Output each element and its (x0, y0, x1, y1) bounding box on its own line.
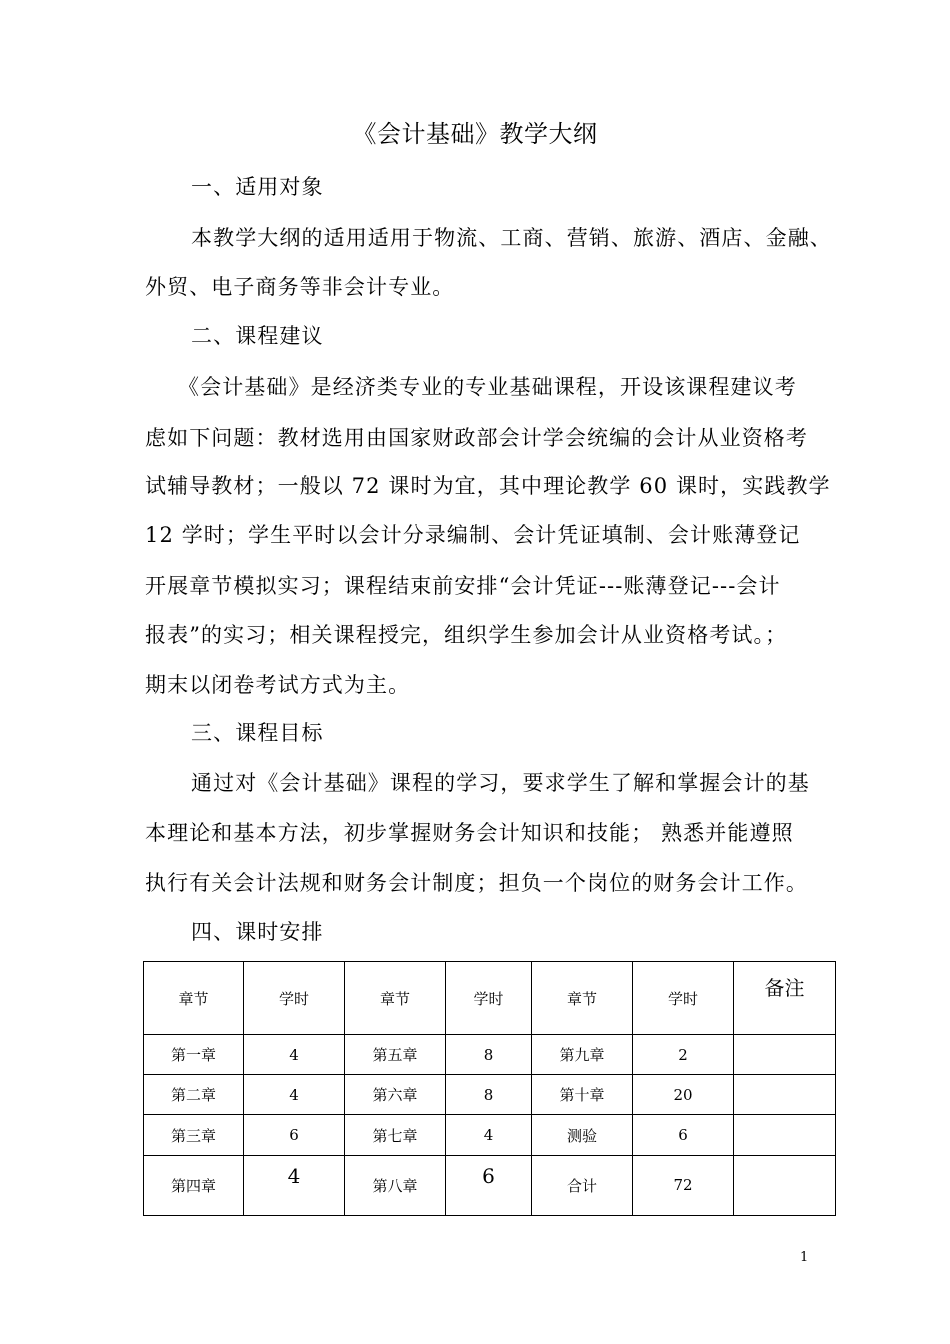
page-number: 1 (800, 1250, 809, 1265)
table-row (144, 1035, 836, 1075)
paragraph-line: 本教学大纲的适用适用于物流、工商、营销、旅游、酒店、金融、 (191, 226, 832, 250)
table-cell: 4 (244, 1155, 345, 1215)
table-cell (734, 1075, 836, 1115)
table-row (144, 1155, 836, 1215)
table-cell (734, 1115, 836, 1155)
table-cell: 第七章 (345, 1115, 446, 1155)
table-cell: 4 (244, 1075, 345, 1115)
table-cell: 8 (446, 1075, 532, 1115)
paragraph-line: 试辅导教材；一般以 72 课时为宜，其中理论教学 60 课时，实践教学 (145, 474, 831, 498)
table-cell: 第三章 (144, 1115, 244, 1155)
paragraph-line: 本理论和基本方法，初步掌握财务会计知识和技能； 熟悉并能遵照 (145, 821, 794, 845)
paragraph-line: 《会计基础》是经济类专业的专业基础课程，开设该课程建议考 (178, 375, 797, 399)
table-cell: 8 (446, 1035, 532, 1075)
table-cell: 第一章 (144, 1035, 244, 1075)
table-cell: 第四章 (144, 1155, 244, 1215)
table-row (144, 1075, 836, 1115)
table-cell: 20 (633, 1075, 734, 1115)
paragraph-line: 开展章节模拟实习；课程结束前安排“会计凭证---账薄登记---会计 (145, 574, 781, 598)
header-cell: 学时 (244, 962, 345, 1035)
table-cell: 72 (633, 1155, 734, 1215)
table-cell: 第八章 (345, 1155, 446, 1215)
table-cell: 第二章 (144, 1075, 244, 1115)
section-heading-3: 三、课程目标 (191, 721, 324, 745)
paragraph-line: 报表”的实习；相关课程授完，组织学生参加会计从业资格考试。； (145, 623, 788, 647)
table-cell: 6 (633, 1115, 734, 1155)
table-cell: 第六章 (345, 1075, 446, 1115)
table-cell: 4 (446, 1115, 532, 1155)
paragraph-line: 执行有关会计法规和财务会计制度；担负一个岗位的财务会计工作。 (145, 871, 808, 895)
header-cell: 章节 (532, 962, 633, 1035)
paragraph-line: 通过对《会计基础》课程的学习，要求学生了解和掌握会计的基 (191, 771, 810, 795)
section-heading-4: 四、课时安排 (191, 920, 324, 944)
paragraph-line: 虑如下问题：教材选用由国家财政部会计学会统编的会计从业资格考 (145, 426, 808, 450)
table-cell: 第五章 (345, 1035, 446, 1075)
paragraph-line: 外贸、电子商务等非会计专业。 (145, 275, 455, 299)
header-cell: 章节 (144, 962, 244, 1035)
header-cell: 学时 (446, 962, 532, 1035)
header-cell-remarks: 备注 (734, 962, 836, 1035)
table-cell: 6 (446, 1155, 532, 1215)
table-cell: 2 (633, 1035, 734, 1075)
schedule-table (143, 961, 836, 1216)
table-cell: 第九章 (532, 1035, 633, 1075)
document-title: 《会计基础》教学大纲 (352, 120, 598, 148)
paragraph-line: 12 学时；学生平时以会计分录编制、会计凭证填制、会计账薄登记 (145, 523, 801, 547)
table-cell: 测验 (532, 1115, 633, 1155)
table-cell (734, 1035, 836, 1075)
header-cell: 学时 (633, 962, 734, 1035)
table-cell: 合计 (532, 1155, 633, 1215)
paragraph-line: 期末以闭卷考试方式为主。 (145, 673, 411, 697)
table-cell: 第十章 (532, 1075, 633, 1115)
table-row (144, 1115, 836, 1155)
table-header-row (144, 962, 836, 1035)
header-cell: 章节 (345, 962, 446, 1035)
table-cell: 4 (244, 1035, 345, 1075)
table-cell: 6 (244, 1115, 345, 1155)
section-heading-1: 一、适用对象 (191, 175, 324, 199)
table-cell (734, 1155, 836, 1215)
section-heading-2: 二、课程建议 (191, 324, 324, 348)
